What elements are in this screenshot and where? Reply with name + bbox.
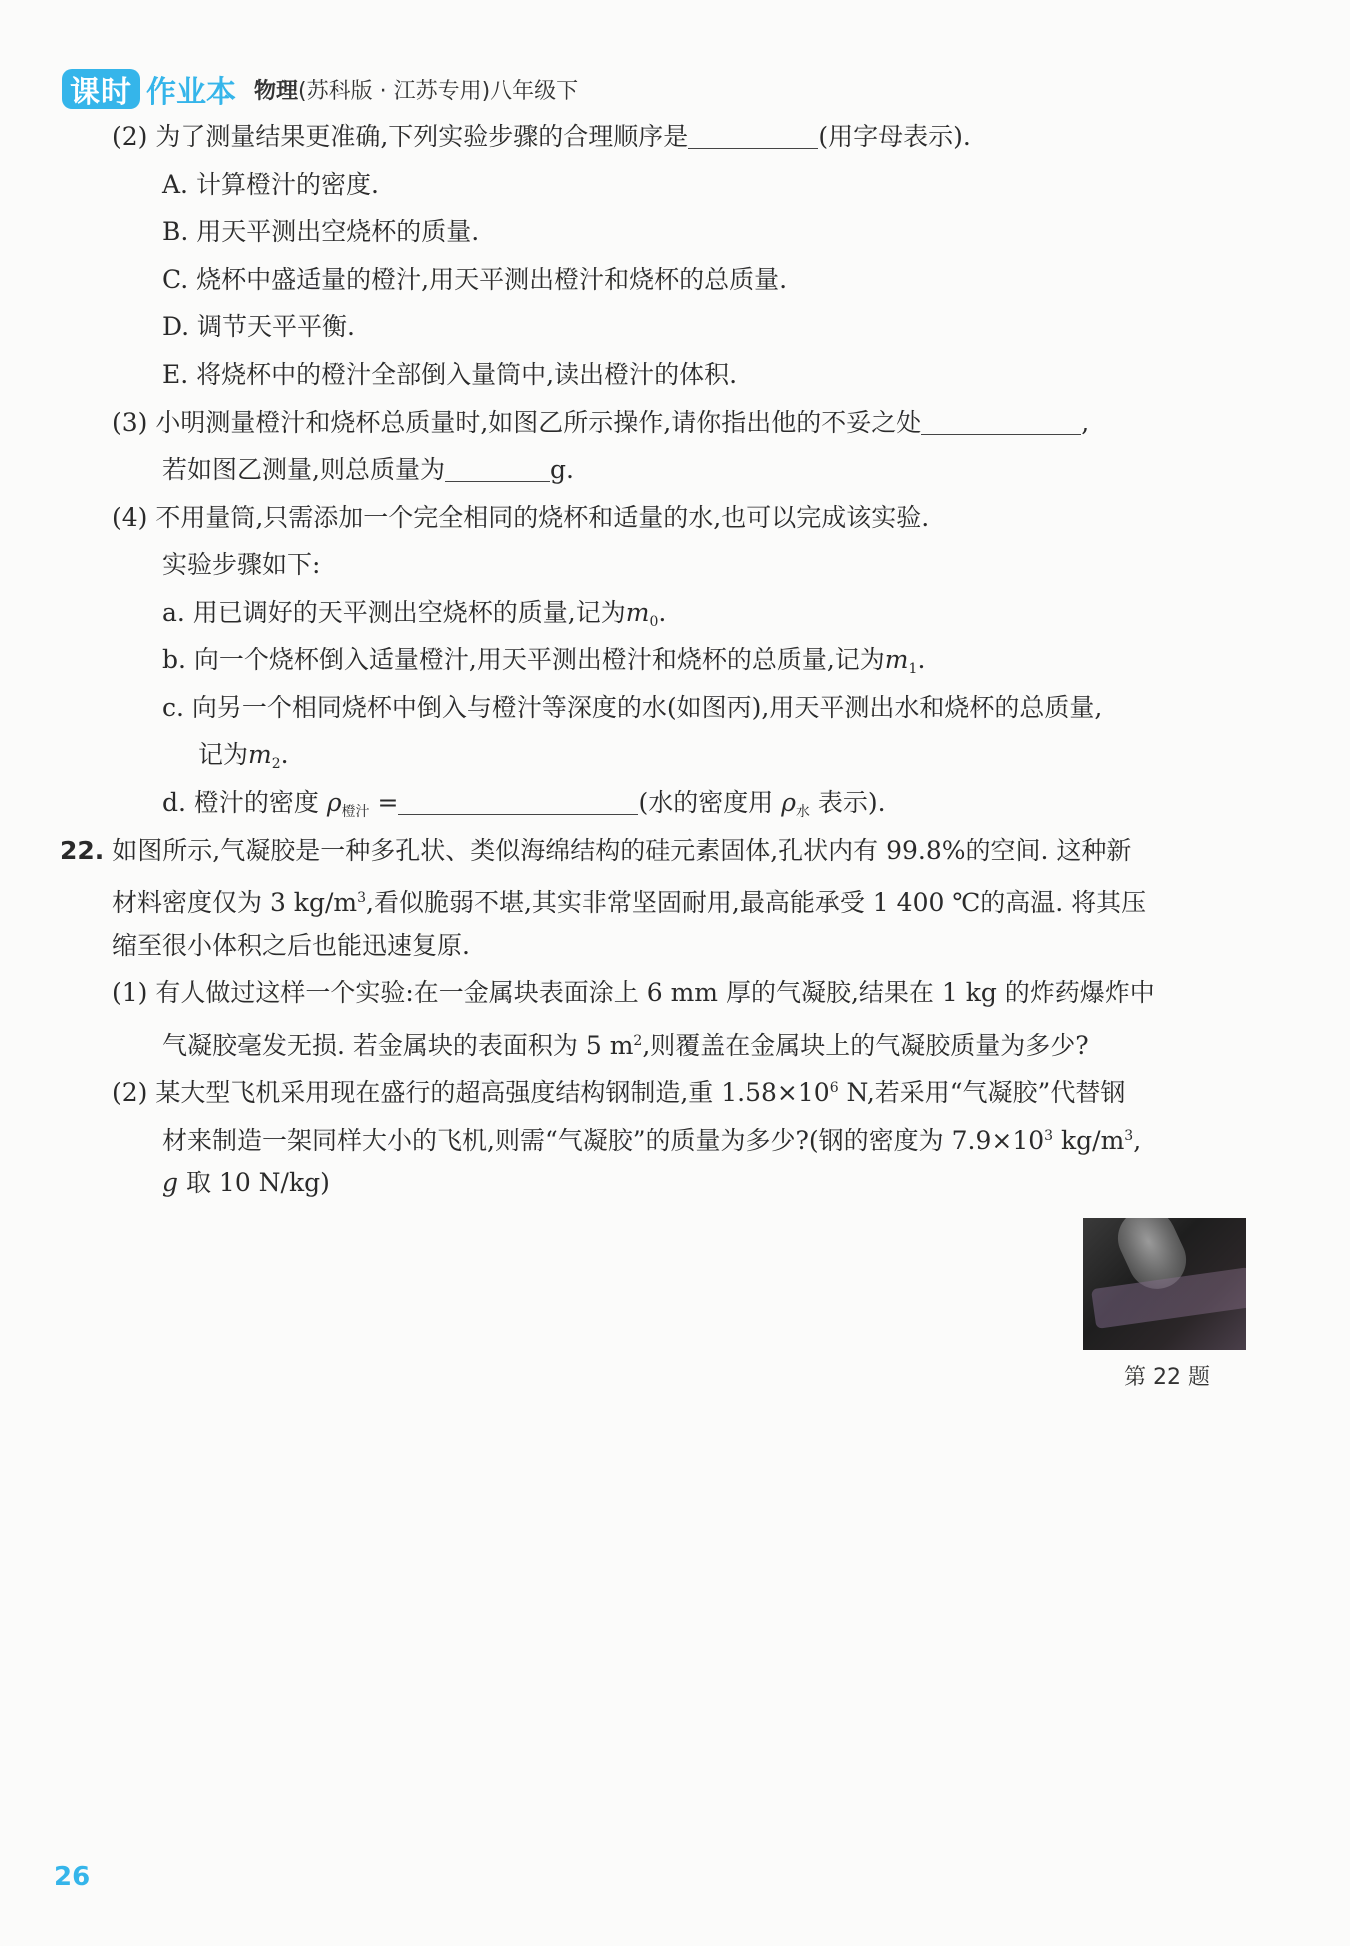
- q21-part3-line2: [162, 453, 574, 487]
- q22-part2-line1: [112, 1071, 1125, 1110]
- option-c: C. 烧杯中盛适量的橙汁,用天平测出橙汁和烧杯的总质量.: [162, 265, 788, 294]
- q21-part3-line2-text: 若如图乙测量,则总质量为: [162, 455, 445, 484]
- q22-line2a: 材料密度仅为 3 kg/m: [112, 888, 358, 917]
- q21-part2-suffix: (用字母表示).: [818, 122, 971, 151]
- step-a: a. 用已调好的天平测出空烧杯的质量,记为$m_0$.: [162, 598, 667, 630]
- q22-part1-line2: [162, 1024, 1089, 1063]
- step-d-suffix2: 表示).: [817, 788, 886, 817]
- rho-sub-water: 水: [795, 804, 810, 820]
- q22-line2-sup: 3: [357, 890, 367, 906]
- q22-p2-line2-sup: 3: [1044, 1128, 1054, 1144]
- q22-part2-line3: [162, 1166, 330, 1200]
- step-c-line2: 记为$m_2$.: [198, 740, 289, 772]
- aerogel-photo: [1083, 1218, 1246, 1350]
- option-a: A. 计算橙汁的密度.: [162, 170, 379, 199]
- step-d: [162, 786, 886, 829]
- option-b: B. 用天平测出空烧杯的质量.: [162, 217, 480, 246]
- q22-intro-line1: [60, 834, 1131, 868]
- rho-sub-juice: 橙汁: [341, 804, 370, 820]
- header-title: [254, 74, 578, 105]
- q22-number: 22.: [60, 836, 105, 865]
- q22-p1-line2b: ,则覆盖在金属块上的气凝胶质量为多少?: [642, 1031, 1089, 1060]
- equals-sign: =: [377, 788, 399, 817]
- book-logo-suffix: 作业本: [146, 75, 236, 110]
- q21-part3-line1: [112, 406, 1089, 440]
- q22-p2-line1-sup: 6: [829, 1080, 839, 1096]
- q22-p1-line2a: 气凝胶毫发无损. 若金属块的表面积为 5 m: [162, 1031, 634, 1060]
- q22-part2-line2: [162, 1119, 1141, 1158]
- step-c-sub: 2: [271, 756, 281, 772]
- q22-p2-line3: 取 10 N/kg): [178, 1168, 330, 1197]
- step-b-var: m: [884, 645, 909, 674]
- option-e: E. 将烧杯中的橙汁全部倒入量筒中,读出橙汁的体积.: [162, 360, 738, 389]
- step-b: b. 向一个烧杯倒入适量橙汁,用天平测出橙汁和烧杯的总质量,记为$m_1$.: [162, 645, 926, 677]
- q22-line1-text: 如图所示,气凝胶是一种多孔状、类似海绵结构的硅元素固体,孔状内有 99.8%的空间. 这种新: [112, 836, 1132, 865]
- figure-caption: 第 22 题: [1124, 1365, 1210, 1390]
- q22-p2-line2c: ,: [1133, 1126, 1142, 1155]
- q21-part3-comma: ,: [1081, 408, 1090, 437]
- rho-water-symbol: ρ: [781, 788, 796, 817]
- q21-part2: [112, 120, 971, 154]
- step-b-sub: 1: [908, 661, 918, 677]
- step-c-line1: c. 向另一个相同烧杯中倒入与橙汁等深度的水(如图丙),用天平测出水和烧杯的总质量,: [162, 693, 1103, 722]
- q22-p2-line2a: 材来制造一架同样大小的飞机,则需“气凝胶”的质量为多少?(钢的密度为 7.9×10: [162, 1126, 1045, 1155]
- q21-part3-blank-2[interactable]: [445, 457, 550, 482]
- q22-intro-line2: [112, 881, 1146, 920]
- q22-p1-sup: 2: [633, 1033, 643, 1049]
- book-logo: 课时: [62, 69, 140, 109]
- q21-part2-blank[interactable]: [688, 124, 818, 149]
- rho-symbol: ρ: [326, 788, 342, 817]
- gravity-symbol: g: [162, 1168, 179, 1197]
- q21-part3-text: (3) 小明测量橙汁和烧杯总质量时,如图乙所示操作,请你指出他的不妥之处: [112, 408, 922, 437]
- q22-p2-line2b: kg/m: [1053, 1126, 1125, 1155]
- step-c-text: 记为: [198, 740, 249, 769]
- step-d-text: d. 橙汁的密度: [162, 788, 319, 817]
- q22-p2-line2-sup2: 3: [1124, 1128, 1134, 1144]
- page-header: [62, 66, 578, 112]
- step-b-text: b. 向一个烧杯倒入适量橙汁,用天平测出橙汁和烧杯的总质量,记为: [162, 645, 885, 674]
- q22-part1-line1: (1) 有人做过这样一个实验:在一金属块表面涂上 6 mm 厚的气凝胶,结果在 1 kg 的炸药爆炸中: [112, 978, 1155, 1007]
- step-d-blank[interactable]: [398, 790, 638, 815]
- q21-part4-line1: (4) 不用量筒,只需添加一个完全相同的烧杯和适量的水,也可以完成该实验.: [112, 503, 930, 532]
- q22-p2-line1b: N,若采用“气凝胶”代替钢: [838, 1078, 1126, 1107]
- q21-part4-line2: 实验步骤如下:: [162, 550, 321, 579]
- step-c-var: m: [248, 740, 272, 769]
- q21-part3-blank-1[interactable]: [921, 410, 1081, 435]
- option-d: D. 调节天平平衡.: [162, 312, 355, 341]
- header-edition: (苏科版 · 江苏专用)八年级下: [298, 78, 579, 104]
- q22-line2b: ,看似脆弱不堪,其实非常坚固耐用,最高能承受 1 400 ℃的高温. 将其压: [366, 888, 1147, 917]
- header-subject: 物理: [254, 78, 299, 104]
- step-a-var: m: [625, 598, 650, 627]
- q22-p2-line1a: (2) 某大型飞机采用现在盛行的超高强度结构钢制造,重 1.58×10: [112, 1078, 830, 1107]
- page-number: 26: [54, 1862, 91, 1892]
- q22-intro-line3: 缩至很小体积之后也能迅速复原.: [112, 931, 470, 960]
- step-a-text: a. 用已调好的天平测出空烧杯的质量,记为: [162, 598, 626, 627]
- q21-part3-unit: g.: [549, 455, 574, 484]
- step-a-sub: 0: [649, 614, 659, 630]
- q21-part2-text: (2) 为了测量结果更准确,下列实验步骤的合理顺序是: [112, 122, 689, 151]
- step-d-suffix1: (水的密度用: [638, 788, 774, 817]
